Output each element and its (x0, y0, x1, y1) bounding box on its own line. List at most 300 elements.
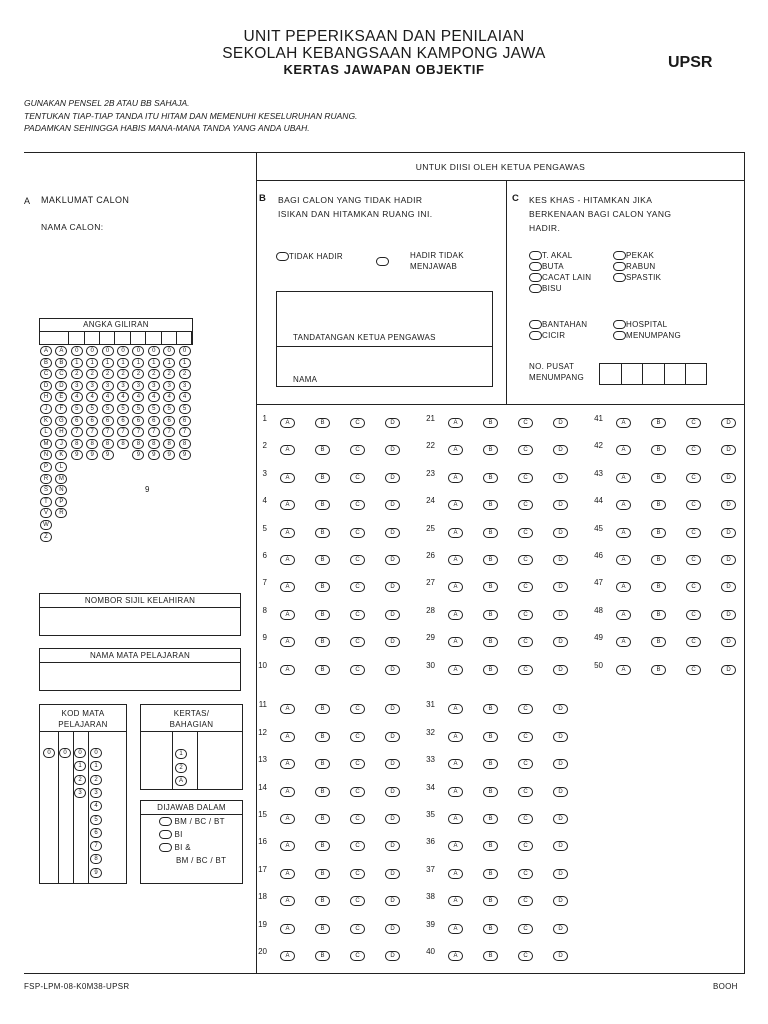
answer-bubble[interactable]: C (350, 841, 365, 851)
angka-giliran-bubble[interactable]: N (40, 450, 52, 460)
angka-giliran-bubble[interactable]: 1 (179, 358, 191, 368)
angka-giliran-bubble[interactable]: 2 (148, 369, 160, 379)
answer-bubble[interactable]: A (448, 528, 463, 538)
answer-bubble[interactable]: D (553, 500, 568, 510)
answer-bubble[interactable]: C (350, 869, 365, 879)
answer-bubble[interactable]: D (553, 665, 568, 675)
answer-bubble[interactable]: B (651, 555, 666, 565)
answer-bubble[interactable]: C (350, 951, 365, 961)
answer-bubble[interactable]: C (518, 582, 533, 592)
answer-bubble[interactable]: A (616, 418, 631, 428)
answer-bubble[interactable]: C (686, 637, 701, 647)
answer-bubble[interactable]: D (721, 582, 736, 592)
answer-bubble[interactable]: C (350, 814, 365, 824)
angka-giliran-bubble[interactable]: 0 (71, 346, 83, 356)
angka-giliran-bubble[interactable]: 9 (132, 450, 144, 460)
answer-bubble[interactable]: A (448, 555, 463, 565)
special-case-option[interactable]: SPASTIK (613, 272, 661, 283)
angka-giliran-bubble[interactable]: 6 (148, 416, 160, 426)
answer-bubble[interactable]: A (448, 582, 463, 592)
angka-giliran-bubble[interactable]: P (40, 462, 52, 472)
angka-giliran-bubble[interactable]: 8 (86, 439, 98, 449)
answer-bubble[interactable]: A (448, 814, 463, 824)
answer-bubble[interactable]: B (315, 555, 330, 565)
answer-bubble[interactable]: D (721, 500, 736, 510)
angka-giliran-bubble[interactable]: 0 (163, 346, 175, 356)
answer-bubble[interactable]: C (686, 500, 701, 510)
answer-bubble[interactable]: B (315, 759, 330, 769)
answer-bubble[interactable]: C (686, 555, 701, 565)
special-case-option[interactable]: BISU (529, 283, 591, 294)
angka-giliran-bubble[interactable]: 7 (148, 427, 160, 437)
answer-bubble[interactable]: B (315, 528, 330, 538)
paper-bubble[interactable]: A (175, 776, 187, 786)
answer-bubble[interactable]: D (385, 582, 400, 592)
angka-giliran-bubble[interactable]: Z (40, 532, 52, 542)
answer-bubble[interactable]: D (721, 473, 736, 483)
answer-bubble[interactable]: D (553, 732, 568, 742)
angka-giliran-bubble[interactable]: 4 (179, 392, 191, 402)
answer-bubble[interactable]: A (280, 732, 295, 742)
angka-giliran-bubble[interactable]: 6 (179, 416, 191, 426)
answer-bubble[interactable]: A (448, 759, 463, 769)
answer-bubble[interactable]: B (315, 473, 330, 483)
answer-bubble[interactable]: D (721, 418, 736, 428)
answer-bubble[interactable]: B (483, 869, 498, 879)
subject-code-bubble[interactable]: 6 (90, 828, 102, 838)
absent-option[interactable]: TIDAK HADIR (276, 251, 343, 262)
angka-giliran-bubble[interactable]: V (40, 508, 52, 518)
answer-bubble[interactable]: C (518, 445, 533, 455)
answer-bubble[interactable]: A (280, 924, 295, 934)
angka-giliran-bubble[interactable]: 6 (163, 416, 175, 426)
answer-bubble[interactable]: B (483, 896, 498, 906)
answer-bubble[interactable]: A (616, 528, 631, 538)
angka-giliran-bubble[interactable]: A (55, 346, 67, 356)
answer-bubble[interactable]: D (553, 637, 568, 647)
answer-bubble[interactable]: A (448, 787, 463, 797)
angka-giliran-bubble[interactable]: A (40, 346, 52, 356)
answer-bubble[interactable]: B (315, 610, 330, 620)
angka-giliran-bubble[interactable]: 5 (71, 404, 83, 414)
subject-code-bubble[interactable]: 4 (90, 801, 102, 811)
answer-bubble[interactable]: D (553, 814, 568, 824)
answer-bubble[interactable]: A (280, 841, 295, 851)
answer-bubble[interactable]: B (483, 665, 498, 675)
answer-bubble[interactable]: A (448, 610, 463, 620)
angka-giliran-bubble[interactable]: 9 (163, 450, 175, 460)
angka-giliran-bubble[interactable]: 4 (117, 392, 129, 402)
angka-giliran-bubble[interactable]: H (55, 427, 67, 437)
subject-code-bubble[interactable]: 2 (90, 775, 102, 785)
answer-bubble[interactable]: C (350, 896, 365, 906)
answer-bubble[interactable]: C (350, 787, 365, 797)
answer-bubble[interactable]: C (518, 704, 533, 714)
answer-bubble[interactable]: C (518, 610, 533, 620)
answer-bubble[interactable]: D (385, 610, 400, 620)
angka-giliran-bubble[interactable]: 9 (71, 450, 83, 460)
answer-bubble[interactable]: D (385, 637, 400, 647)
angka-giliran-bubble[interactable]: D (55, 381, 67, 391)
answer-bubble[interactable]: A (280, 555, 295, 565)
answer-bubble[interactable]: A (616, 582, 631, 592)
subject-code-bubble[interactable]: 1 (74, 761, 86, 771)
angka-giliran-bubble[interactable]: 4 (132, 392, 144, 402)
special-case-option[interactable]: T. AKAL (529, 250, 591, 261)
answer-bubble[interactable]: B (483, 704, 498, 714)
answer-bubble[interactable]: B (315, 665, 330, 675)
answer-bubble[interactable]: C (518, 869, 533, 879)
subject-name-box[interactable] (39, 648, 241, 691)
answer-bubble[interactable]: B (315, 869, 330, 879)
answer-bubble[interactable]: A (280, 814, 295, 824)
answer-bubble[interactable]: A (280, 896, 295, 906)
answer-bubble[interactable]: D (385, 732, 400, 742)
answer-bubble[interactable]: C (350, 704, 365, 714)
angka-giliran-bubble[interactable]: 4 (102, 392, 114, 402)
angka-giliran-bubble[interactable]: 1 (71, 358, 83, 368)
angka-giliran-bubble[interactable]: 4 (148, 392, 160, 402)
answer-bubble[interactable]: D (385, 555, 400, 565)
angka-giliran-entry-row[interactable] (39, 331, 193, 345)
angka-giliran-bubble[interactable]: 3 (117, 381, 129, 391)
subject-code-bubble[interactable]: 1 (90, 761, 102, 771)
answer-bubble[interactable]: B (483, 528, 498, 538)
answer-bubble[interactable]: C (686, 528, 701, 538)
angka-giliran-bubble[interactable]: 1 (86, 358, 98, 368)
answered-in-option[interactable]: BM / BC / BT (159, 816, 225, 827)
angka-giliran-bubble[interactable]: 3 (132, 381, 144, 391)
answer-bubble[interactable]: B (315, 732, 330, 742)
answer-bubble[interactable]: C (518, 951, 533, 961)
angka-giliran-bubble[interactable]: 0 (148, 346, 160, 356)
answer-bubble[interactable]: C (350, 473, 365, 483)
angka-giliran-bubble[interactable]: 8 (148, 439, 160, 449)
angka-giliran-bubble[interactable]: 6 (117, 416, 129, 426)
answer-bubble[interactable]: A (448, 445, 463, 455)
answer-bubble[interactable]: C (350, 610, 365, 620)
answer-bubble[interactable]: D (385, 841, 400, 851)
angka-giliran-bubble[interactable]: S (40, 485, 52, 495)
angka-giliran-bubble[interactable]: 2 (102, 369, 114, 379)
angka-giliran-bubble[interactable]: 1 (132, 358, 144, 368)
angka-giliran-bubble[interactable]: C (40, 369, 52, 379)
answer-bubble[interactable]: A (280, 869, 295, 879)
answer-bubble[interactable]: B (483, 732, 498, 742)
angka-giliran-bubble[interactable]: 6 (132, 416, 144, 426)
answer-bubble[interactable]: C (518, 896, 533, 906)
answer-bubble[interactable]: D (385, 500, 400, 510)
answer-bubble[interactable]: D (385, 528, 400, 538)
answer-bubble[interactable]: D (385, 787, 400, 797)
angka-giliran-bubble[interactable]: M (40, 439, 52, 449)
answer-bubble[interactable]: D (385, 704, 400, 714)
answer-bubble[interactable]: C (518, 759, 533, 769)
angka-giliran-bubble[interactable]: 8 (163, 439, 175, 449)
answer-bubble[interactable]: C (686, 582, 701, 592)
angka-giliran-bubble[interactable]: D (40, 381, 52, 391)
angka-giliran-bubble[interactable]: 2 (71, 369, 83, 379)
angka-giliran-bubble[interactable]: 8 (102, 439, 114, 449)
angka-giliran-bubble[interactable]: 7 (86, 427, 98, 437)
answer-bubble[interactable]: D (553, 582, 568, 592)
subject-code-bubble[interactable]: 3 (74, 788, 86, 798)
answer-bubble[interactable]: C (518, 473, 533, 483)
answer-bubble[interactable]: D (553, 896, 568, 906)
answer-bubble[interactable]: D (385, 951, 400, 961)
angka-giliran-bubble[interactable]: 8 (71, 439, 83, 449)
answer-bubble[interactable]: B (315, 582, 330, 592)
answer-bubble[interactable]: A (616, 445, 631, 455)
answer-bubble[interactable]: A (448, 924, 463, 934)
answer-bubble[interactable]: B (483, 759, 498, 769)
answer-bubble[interactable]: C (686, 665, 701, 675)
special-case-option[interactable]: MENUMPANG (613, 330, 681, 341)
answer-bubble[interactable]: D (553, 924, 568, 934)
angka-giliran-bubble[interactable]: 0 (179, 346, 191, 356)
answer-bubble[interactable]: B (483, 814, 498, 824)
angka-giliran-bubble[interactable]: 4 (163, 392, 175, 402)
answer-bubble[interactable]: D (385, 814, 400, 824)
answer-bubble[interactable]: A (616, 473, 631, 483)
angka-giliran-bubble[interactable]: 5 (179, 404, 191, 414)
answered-in-option[interactable]: BI & (159, 842, 191, 853)
angka-giliran-bubble[interactable]: 3 (163, 381, 175, 391)
answer-bubble[interactable]: D (385, 445, 400, 455)
answer-bubble[interactable]: C (686, 473, 701, 483)
angka-giliran-bubble[interactable]: 3 (71, 381, 83, 391)
angka-giliran-bubble[interactable]: L (55, 462, 67, 472)
answer-bubble[interactable]: A (280, 951, 295, 961)
answer-bubble[interactable]: A (448, 869, 463, 879)
answer-bubble[interactable]: C (518, 787, 533, 797)
answer-bubble[interactable]: D (553, 418, 568, 428)
answer-bubble[interactable]: A (616, 665, 631, 675)
special-case-option[interactable]: CICIR (529, 330, 587, 341)
answer-bubble[interactable]: C (518, 555, 533, 565)
answer-bubble[interactable]: A (280, 610, 295, 620)
angka-giliran-bubble[interactable]: 3 (102, 381, 114, 391)
answer-bubble[interactable]: D (553, 445, 568, 455)
angka-giliran-bubble[interactable]: 2 (163, 369, 175, 379)
answer-bubble[interactable]: B (483, 787, 498, 797)
angka-giliran-bubble[interactable]: H (40, 392, 52, 402)
answer-bubble[interactable]: B (651, 610, 666, 620)
answer-bubble[interactable]: A (616, 555, 631, 565)
angka-giliran-bubble[interactable]: 5 (148, 404, 160, 414)
angka-giliran-bubble[interactable]: N (55, 485, 67, 495)
answer-bubble[interactable]: D (553, 473, 568, 483)
angka-giliran-bubble[interactable]: 8 (179, 439, 191, 449)
subject-code-bubble[interactable]: 8 (90, 854, 102, 864)
angka-giliran-bubble[interactable]: 8 (117, 439, 129, 449)
angka-giliran-bubble[interactable]: 5 (102, 404, 114, 414)
subject-code-bubble[interactable]: 3 (90, 788, 102, 798)
answer-bubble[interactable]: D (385, 418, 400, 428)
answer-bubble[interactable]: B (483, 951, 498, 961)
angka-giliran-bubble[interactable]: 0 (102, 346, 114, 356)
special-case-option[interactable]: BUTA (529, 261, 591, 272)
answer-bubble[interactable]: C (518, 841, 533, 851)
answer-bubble[interactable]: A (280, 582, 295, 592)
answer-bubble[interactable]: A (448, 665, 463, 675)
answer-bubble[interactable]: C (350, 528, 365, 538)
answer-bubble[interactable]: C (350, 637, 365, 647)
answer-bubble[interactable]: B (315, 500, 330, 510)
answer-bubble[interactable]: B (483, 610, 498, 620)
answer-bubble[interactable]: B (483, 445, 498, 455)
answer-bubble[interactable]: C (518, 637, 533, 647)
answer-bubble[interactable]: A (280, 500, 295, 510)
answer-bubble[interactable]: B (315, 637, 330, 647)
birth-cert-box[interactable] (39, 593, 241, 636)
answer-bubble[interactable]: C (518, 732, 533, 742)
angka-giliran-bubble[interactable]: 6 (102, 416, 114, 426)
answer-bubble[interactable]: C (518, 814, 533, 824)
answer-bubble[interactable]: B (651, 445, 666, 455)
answer-bubble[interactable]: D (385, 665, 400, 675)
special-case-option[interactable]: CACAT LAIN (529, 272, 591, 283)
angka-giliran-bubble[interactable]: J (40, 404, 52, 414)
present-not-answering-bubble[interactable] (376, 253, 389, 271)
angka-giliran-bubble[interactable]: 6 (71, 416, 83, 426)
answer-bubble[interactable]: B (315, 704, 330, 714)
angka-giliran-bubble[interactable]: R (40, 474, 52, 484)
angka-giliran-bubble[interactable]: P (55, 497, 67, 507)
angka-giliran-bubble[interactable]: J (55, 439, 67, 449)
answer-bubble[interactable]: B (483, 924, 498, 934)
answer-bubble[interactable]: A (448, 418, 463, 428)
answer-bubble[interactable]: C (350, 418, 365, 428)
answer-bubble[interactable]: A (280, 418, 295, 428)
answer-bubble[interactable]: B (483, 582, 498, 592)
angka-giliran-bubble[interactable]: 8 (132, 439, 144, 449)
answer-bubble[interactable]: D (553, 610, 568, 620)
subject-code-bubble[interactable]: 2 (74, 775, 86, 785)
answer-bubble[interactable]: C (350, 445, 365, 455)
angka-giliran-bubble[interactable]: 1 (102, 358, 114, 368)
subject-code-bubble[interactable]: 0 (59, 748, 71, 758)
angka-giliran-bubble[interactable]: 9 (86, 450, 98, 460)
special-case-option[interactable]: PEKAK (613, 250, 661, 261)
angka-giliran-bubble[interactable]: 7 (102, 427, 114, 437)
answer-bubble[interactable]: A (280, 528, 295, 538)
answer-bubble[interactable]: B (651, 473, 666, 483)
angka-giliran-bubble[interactable]: K (55, 450, 67, 460)
angka-giliran-bubble[interactable]: 1 (148, 358, 160, 368)
subject-code-bubble[interactable]: 0 (43, 748, 55, 758)
answer-bubble[interactable]: C (350, 759, 365, 769)
answer-bubble[interactable]: A (448, 732, 463, 742)
answer-bubble[interactable]: B (483, 418, 498, 428)
angka-giliran-bubble[interactable]: W (40, 520, 52, 530)
answer-bubble[interactable]: A (448, 473, 463, 483)
answer-bubble[interactable]: B (315, 841, 330, 851)
angka-giliran-bubble[interactable]: 7 (71, 427, 83, 437)
answer-bubble[interactable]: B (315, 896, 330, 906)
answer-bubble[interactable]: A (448, 951, 463, 961)
angka-giliran-bubble[interactable]: K (40, 416, 52, 426)
answer-bubble[interactable]: A (280, 473, 295, 483)
angka-giliran-bubble[interactable]: E (55, 392, 67, 402)
angka-giliran-bubble[interactable]: C (55, 369, 67, 379)
angka-giliran-bubble[interactable]: 4 (86, 392, 98, 402)
angka-giliran-bubble[interactable]: 2 (132, 369, 144, 379)
answer-bubble[interactable]: C (518, 924, 533, 934)
answer-bubble[interactable]: B (483, 500, 498, 510)
answer-bubble[interactable]: A (280, 759, 295, 769)
centre-number-boxes[interactable] (599, 363, 707, 385)
answer-bubble[interactable]: D (553, 869, 568, 879)
angka-giliran-bubble[interactable]: 5 (132, 404, 144, 414)
answer-bubble[interactable]: A (616, 500, 631, 510)
answer-bubble[interactable]: D (385, 924, 400, 934)
angka-giliran-bubble[interactable]: T (40, 497, 52, 507)
answer-bubble[interactable]: B (483, 637, 498, 647)
answer-bubble[interactable]: D (385, 896, 400, 906)
answer-bubble[interactable]: B (315, 418, 330, 428)
angka-giliran-bubble[interactable]: 5 (86, 404, 98, 414)
angka-giliran-bubble[interactable]: 2 (86, 369, 98, 379)
answer-bubble[interactable]: A (616, 637, 631, 647)
answer-bubble[interactable]: D (721, 555, 736, 565)
angka-giliran-bubble[interactable]: 6 (86, 416, 98, 426)
angka-giliran-bubble[interactable]: R (55, 508, 67, 518)
answer-bubble[interactable]: A (448, 704, 463, 714)
answer-bubble[interactable]: D (721, 665, 736, 675)
answer-bubble[interactable]: A (448, 896, 463, 906)
answer-bubble[interactable]: A (280, 704, 295, 714)
angka-giliran-bubble[interactable]: 0 (117, 346, 129, 356)
answer-bubble[interactable]: C (686, 418, 701, 428)
angka-giliran-bubble[interactable]: B (40, 358, 52, 368)
angka-giliran-bubble[interactable]: F (55, 404, 67, 414)
angka-giliran-bubble[interactable]: 3 (86, 381, 98, 391)
angka-giliran-bubble[interactable]: 0 (86, 346, 98, 356)
angka-giliran-bubble[interactable]: L (40, 427, 52, 437)
answer-bubble[interactable]: C (350, 500, 365, 510)
answer-bubble[interactable]: B (315, 787, 330, 797)
answer-bubble[interactable]: D (385, 759, 400, 769)
answer-bubble[interactable]: A (448, 500, 463, 510)
answer-bubble[interactable]: B (651, 582, 666, 592)
angka-giliran-bubble[interactable]: 1 (163, 358, 175, 368)
answer-bubble[interactable]: A (616, 610, 631, 620)
angka-giliran-bubble[interactable]: 1 (117, 358, 129, 368)
angka-giliran-bubble[interactable]: 7 (132, 427, 144, 437)
angka-giliran-bubble[interactable]: 5 (163, 404, 175, 414)
subject-code-bubble[interactable]: 5 (90, 815, 102, 825)
angka-giliran-bubble[interactable]: B (55, 358, 67, 368)
angka-giliran-bubble[interactable]: 9 (179, 450, 191, 460)
answer-bubble[interactable]: A (280, 445, 295, 455)
answer-bubble[interactable]: C (518, 418, 533, 428)
answer-bubble[interactable]: B (651, 528, 666, 538)
angka-giliran-bubble[interactable]: 7 (117, 427, 129, 437)
answer-bubble[interactable]: B (483, 841, 498, 851)
signature-box[interactable] (276, 291, 493, 387)
answer-bubble[interactable]: C (686, 610, 701, 620)
answer-bubble[interactable]: C (350, 665, 365, 675)
answer-bubble[interactable]: A (280, 637, 295, 647)
angka-giliran-bubble[interactable]: 0 (132, 346, 144, 356)
answer-bubble[interactable]: B (315, 814, 330, 824)
answer-bubble[interactable]: D (553, 555, 568, 565)
answer-bubble[interactable]: D (553, 528, 568, 538)
answer-bubble[interactable]: D (385, 869, 400, 879)
answer-bubble[interactable]: D (721, 610, 736, 620)
answer-bubble[interactable]: C (350, 555, 365, 565)
